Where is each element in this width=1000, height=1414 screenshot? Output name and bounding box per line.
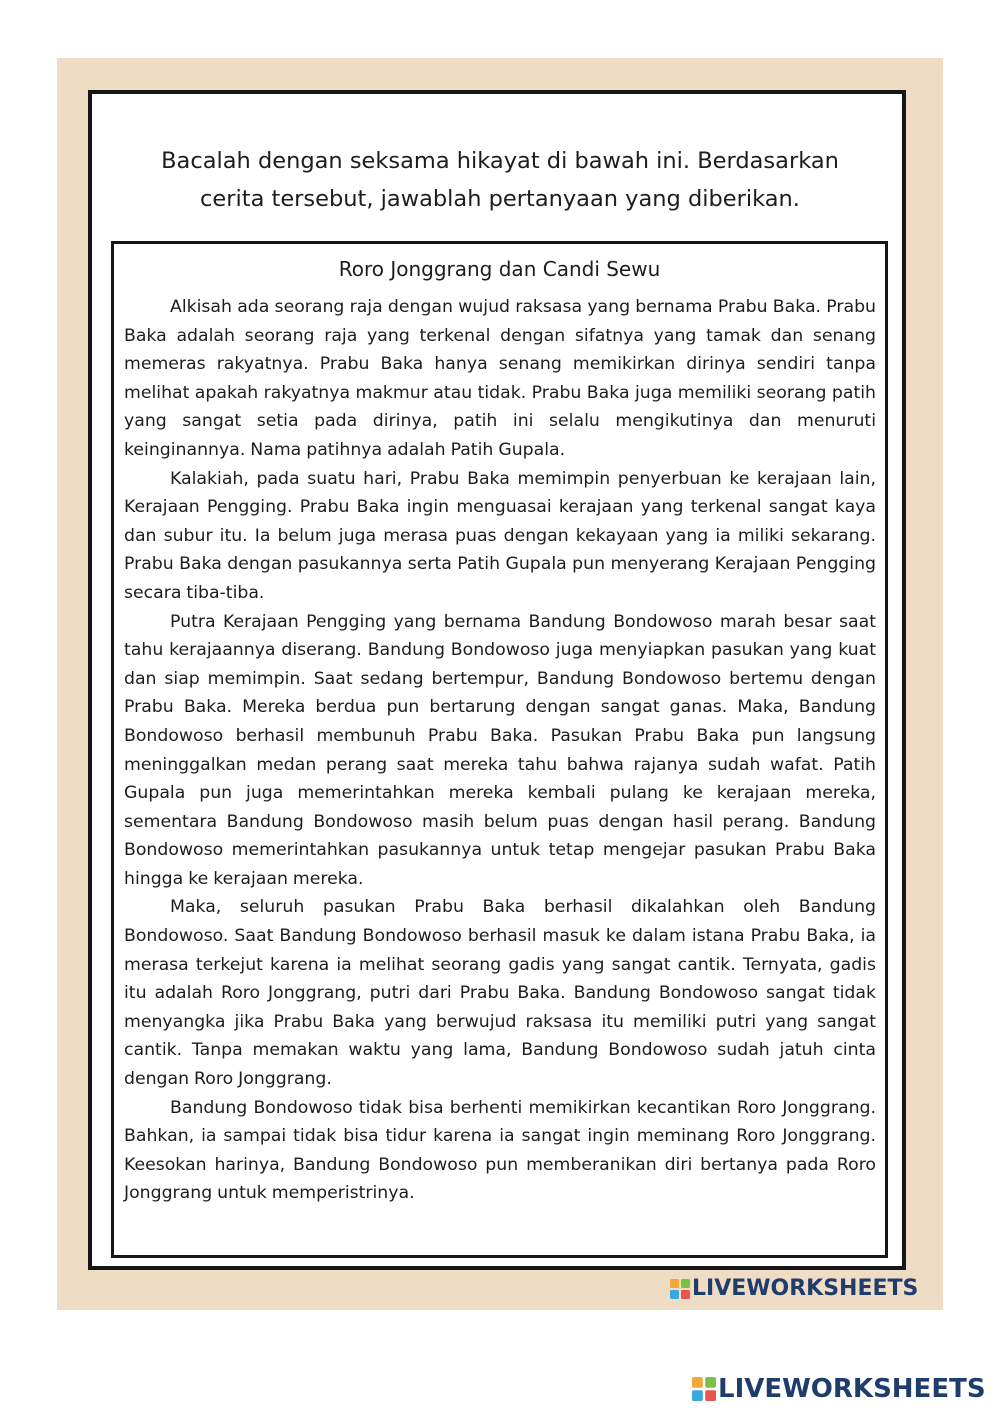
logo-block-1 — [670, 1279, 679, 1288]
liveworksheets-logo-icon — [692, 1377, 716, 1401]
logo-block-1 — [692, 1377, 703, 1388]
liveworksheets-logo-icon — [670, 1279, 690, 1299]
liveworksheets-logo-text: LIVEWORKSHEETS — [692, 1276, 919, 1301]
story-title: Roro Jonggrang dan Candi Sewu — [338, 257, 661, 281]
story-paragraph: Maka, seluruh pasukan Prabu Baka berhasil dikalahkan oleh Bandung Bondowoso. Saat Bandung Bondowoso berhasil masuk ke dalam istana Prabu Baka, ia merasa terkejut karena ia melihat seorang gadis yang sangat cantik. Ternyata, gadis itu adalah Roro Jonggrang, putri dari Prabu Baka. Bandung Bondowoso sangat tidak menyangka jika Prabu Baka yang berwujud raksasa itu memiliki putri yang sangat cantik. Tanpa memakan waktu yang lama, Bandung Bondowoso sudah jatuh cinta dengan Roro Jonggrang. — [124, 897, 876, 1090]
story-body — [124, 293, 876, 1208]
logo-block-3 — [670, 1290, 679, 1299]
instruction-text — [100, 142, 900, 218]
liveworksheets-logo-text: LIVEWORKSHEETS — [718, 1374, 986, 1404]
logo-block-4 — [681, 1290, 690, 1299]
instruction-line-2: cerita tersebut, jawablah pertanyaan yang diberikan. — [200, 186, 800, 212]
logo-block-2 — [681, 1279, 690, 1288]
logo-block-4 — [705, 1390, 716, 1401]
logo-block-3 — [692, 1390, 703, 1401]
story-paragraph: Kalakiah, pada suatu hari, Prabu Baka memimpin penyerbuan ke kerajaan lain, Kerajaan Pengging. Prabu Baka ingin menguasai kerajaan yang terkenal sangat kaya dan subur itu. Ia belum juga merasa puas dengan kekayaan yang ia miliki sekarang. Prabu Baka dengan pasukannya serta Patih Gupala pun menyerang Kerajaan Pengging secara tiba-tiba. — [124, 468, 876, 603]
story-paragraph: Putra Kerajaan Pengging yang bernama Bandung Bondowoso marah besar saat tahu kerajaannya diserang. Bandung Bondowoso juga menyiapkan pasukan yang kuat dan siap memimpin. Saat sedang bertempur, Bandung Bondowoso bertemu dengan Prabu Baka. Mereka berdua pun bertarung dengan sangat ganas. Maka, Bandung Bondowoso berhasil membunuh Prabu Baka. Pasukan Prabu Baka pun langsung meninggalkan medan perang saat mereka tahu bahwa rajanya sudah wafat. Patih Gupala pun juga memerintahkan mereka kembali pulang ke kerajaan mereka, sementara Bandung Bondowoso masih belum puas dengan hasil perang. Bandung Bondowoso memerintahkan pasukannya untuk tetap mengejar pasukan Prabu Baka hingga ke kerajaan mereka. — [124, 611, 876, 889]
story-paragraph: Bandung Bondowoso tidak bisa berhenti memikirkan kecantikan Roro Jonggrang. Bahkan, ia sampai tidak bisa tidur karena ia sangat ingin meminang Roro Jonggrang. Keesokan harinya, Bandung Bondowoso pun memberanikan diri bertanya pada Roro Jonggrang untuk memperistrinya. — [124, 1097, 876, 1204]
logo-block-2 — [705, 1377, 716, 1388]
instruction-line-1: Bacalah dengan seksama hikayat di bawah ini. Berdasarkan — [161, 148, 839, 174]
liveworksheets-logo-large — [692, 1374, 986, 1404]
story-paragraph: Alkisah ada seorang raja dengan wujud raksasa yang bernama Prabu Baka. Prabu Baka adalah seorang raja yang terkenal dengan sifatnya yang tamak dan senang memeras rakyatnya. Prabu Baka hanya senang memikirkan dirinya sendiri tanpa melihat apakah rakyatnya makmur atau tidak. Prabu Baka juga memiliki seorang patih yang sangat setia pada dirinya, patih ini selalu mengikutinya dan menuruti keinginannya. Nama patihnya adalah Patih Gupala. — [124, 297, 876, 460]
liveworksheets-logo-small — [670, 1276, 918, 1301]
